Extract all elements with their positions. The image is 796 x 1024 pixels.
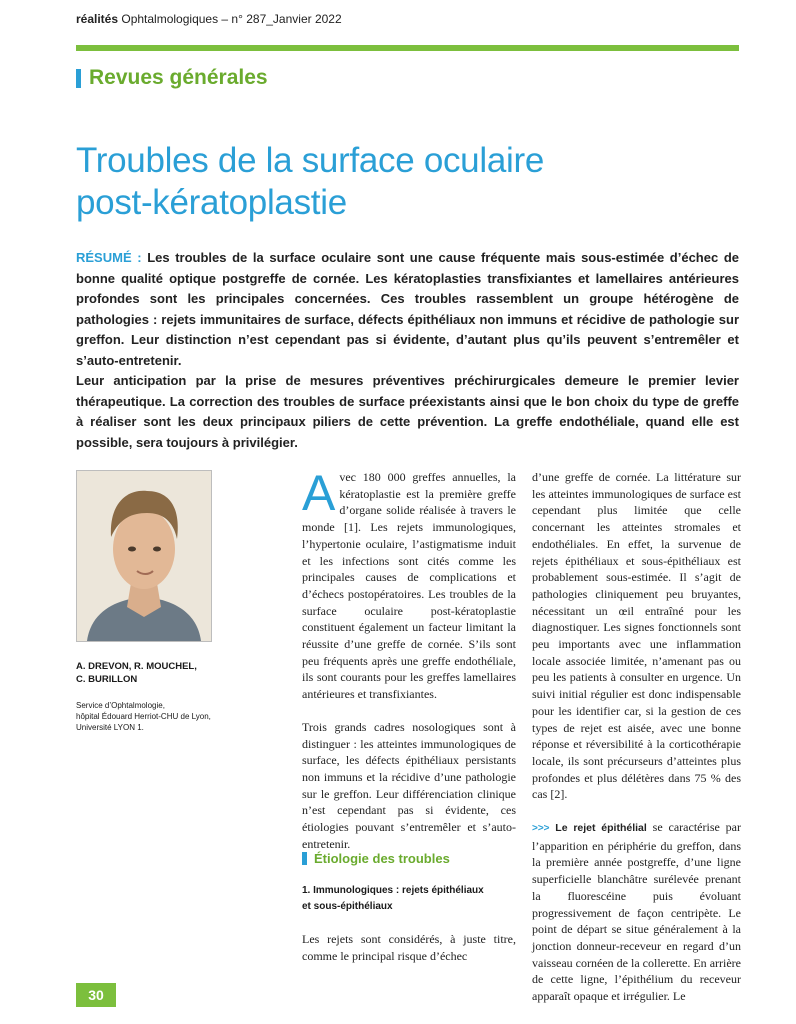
title-line-2: post-kératoplastie — [76, 183, 347, 222]
subsubsection-line-2: et sous-épithéliaux — [302, 901, 393, 912]
subsubsection-heading — [302, 883, 516, 915]
drop-cap: A — [302, 465, 336, 521]
author-photo — [76, 470, 212, 642]
title-line-1: Troubles de la surface oculaire — [76, 141, 544, 180]
col1-para-3: Les rejets sont considérés, à juste titre, comme le principal risque d’échec — [302, 932, 516, 963]
section-label: Revues générales — [89, 66, 268, 89]
header-rule — [76, 45, 739, 51]
author-names-line-2: C. BURILLON — [76, 674, 138, 685]
article-title — [76, 140, 544, 224]
chevron-marker: >>> — [532, 823, 550, 835]
affiliation-line-2: hôpital Édouard Herriot-CHU de Lyon, — [76, 712, 211, 721]
abstract — [76, 248, 739, 453]
body-column-2 — [532, 469, 741, 1005]
affiliation-line-3: Université LYON 1. — [76, 723, 144, 732]
abstract-label: RÉSUMÉ : — [76, 250, 142, 265]
subsection-title: Étiologie des troubles — [314, 851, 450, 866]
journal-header — [76, 12, 342, 26]
abstract-para-1 — [76, 248, 739, 371]
col1-para-1: vec 180 000 greffes annuelles, la kératoplastie est la première greffe d’organe solide réalisée à travers le monde [1]. Les rejets immunologiques, l’hypertonie oculaire, l’astigmatisme induit et les infections sont cités comme les principales causes de complications et d’échecs postopératoires. Les troubles de la surface oculaire post-kératoplastie constituent également un facteur limitant la réussite d’une greffe de cornée. S’ils sont peu fréquents après une greffe endothéliale, ils sont courants pour les greffes lamellaires antérieures et transfixiantes. — [302, 470, 516, 702]
abstract-para-2: Leur anticipation par la prise de mesures préventives préchirurgicales demeure le premier levier thérapeutique. La correction des troubles de surface préexistants ainsi que le bon choix du type de greffe à réaliser sont les deux principaux piliers de cette prévention. La greffe endothéliale, quand elle est possible, sera toujours à privilégier. — [76, 373, 739, 450]
lead-in-term: Le rejet épithélial — [549, 822, 647, 835]
author-names-line-1: A. DREVON, R. MOUCHEL, — [76, 661, 197, 672]
author-affiliation — [76, 700, 266, 733]
subsection-marker — [302, 852, 307, 865]
journal-brand: réalités — [76, 12, 119, 26]
section-marker — [76, 69, 81, 88]
journal-issue: Ophtalmologiques – n° 287_Janvier 2022 — [118, 12, 342, 26]
col2-para-1: d’une greffe de cornée. La littérature sur les atteintes immunologiques de surface est cependant plus limitée que celle concernant les atteintes stromales et endothéliales. En effet, la survenue de rejets épithéliaux et sous-épithéliaux est probablement sous-estimée. Il s’agit de pathologies cliniquement peu bruyantes, nécessitant un œil entraîné pour les diagnostiquer. Les signes fonctionnels sont peu importants avec une inflammation locale associée limitée, n’amenant pas ou peu les patients à consulter en urgence. Un suivi initial régulier est donc indispensable pour les identifier car, si la gestion de ces types de rejet est aisée, avec une bonne réponse et réversibilité à la corticothérapie locale, ils sont précurseurs d’atteintes plus profondes et plus délétères dans 75 % des cas [2]. — [532, 470, 741, 802]
affiliation-line-1: Service d’Ophtalmologie, — [76, 701, 165, 710]
body-column-1-end — [302, 931, 516, 964]
page-number: 30 — [76, 983, 116, 1007]
subsection-heading — [302, 851, 450, 866]
author-names — [76, 660, 276, 686]
body-column-1 — [302, 465, 516, 852]
col2-para-2 — [532, 819, 741, 1005]
abstract-text-1: Les troubles de la surface oculaire sont une cause fréquente mais sous-estimée d’échec de bonne qualité optique postgreffe de cornée. Les kératoplasties transfixiantes et lamellaires antérieures profondes sont les principales concernées. Ces troubles rassemblent un groupe hétérogène de pathologies : rejets immunitaires de surface, défects épithéliaux non immuns et récidive de pathologie sur greffon. Leur distinction n’est cependant pas si évidente, d’autant plus qu’ils peuvent s’entremêler et s’auto-entretenir. — [76, 250, 739, 368]
col2-para-2-text: se caractérise par l’apparition en périphérie du greffon, dans la première année postgreffe, d’une ligne superficielle blanchâtre surélevée prenant la fluorescéine puis évoluant progressivement de façon centripète. Le point de départ se situe généralement à la jonction donneur-receveur en regard d’un vaisseau cornéen de la collerette. En arrière de cette ligne, l’épithélium du receveur apparaît opaque et irrégulier. Le — [532, 820, 741, 1004]
section-tag — [76, 66, 268, 90]
col1-para-2: Trois grands cadres nosologiques sont à distinguer : les atteintes immunologiques de surface, les défects épithéliaux persistants non immuns et la récidive d’une pathologie sur le greffon. Leur différenciation clinique n’est cependant pas si évidente, ces étiologies pouvant s’entremêler et s’auto-entretenir. — [302, 719, 516, 851]
subsubsection-line-1: 1. Immunologiques : rejets épithéliaux — [302, 885, 484, 896]
